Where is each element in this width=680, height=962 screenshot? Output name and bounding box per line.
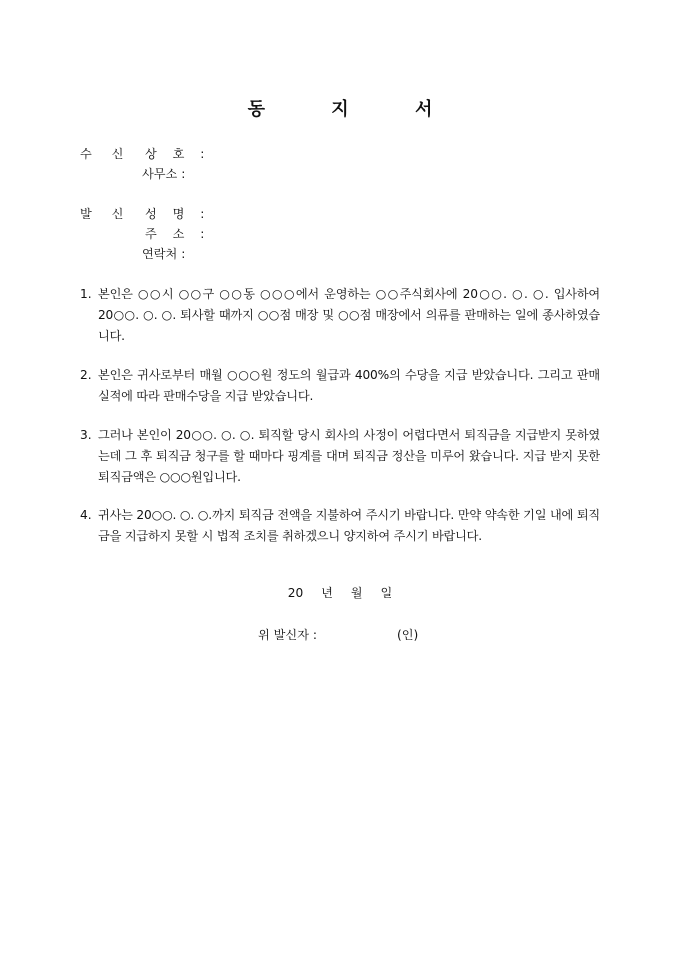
paragraph-number: 2.: [80, 368, 92, 382]
contact-label: 연락처 :: [142, 247, 186, 261]
paragraph-number: 3.: [80, 428, 92, 442]
paragraph-text: 본인은 귀사로부터 매월 ○○○원 정도의 월급과 400%의 수당을 지급 받았습니다. 그리고 판매실적에 따라 판매수당을 지급 받았습니다.: [98, 368, 600, 403]
paragraph-4: [80, 505, 600, 547]
recipient-label: 수 신: [80, 147, 132, 161]
paragraph-number: 4.: [80, 508, 92, 522]
paragraph-2: [80, 365, 600, 407]
paragraph-3: [80, 425, 600, 488]
sender-label: 발 신: [80, 207, 132, 221]
paragraph-text: 본인은 ○○시 ○○구 ○○동 ○○○에서 운영하는 ○○주식회사에 20○○. ○. ○. 입사하여 20○○. ○. ○. 퇴사할 때까지 ○○점 매장 및 ○○점 매장에서 의류를 판매하는 일에 종사하였습니다.: [98, 287, 600, 343]
paragraph-number: 1.: [80, 287, 92, 301]
name-label: 성 명 :: [145, 207, 211, 221]
paragraph-text: 귀사는 20○○. ○. ○.까지 퇴직금 전액을 지불하여 주시기 바랍니다. 만약 약속한 기일 내에 퇴직금을 지급하지 못할 시 법적 조치를 취하겠으니 양지하여 주시기 바랍니다.: [98, 508, 600, 543]
address-label: 주 소 :: [145, 227, 211, 241]
company-label: 상 호 :: [145, 147, 211, 161]
paragraph-1: [80, 284, 600, 347]
seal-label: (인): [397, 628, 419, 642]
document-title: 동 지 서: [247, 99, 463, 120]
signer-label: 위 발신자 :: [258, 628, 317, 642]
office-label: 사무소 :: [142, 167, 186, 181]
paragraph-text: 그러나 본인이 20○○. ○. ○. 퇴직할 당시 회사의 사정이 어렵다면서 퇴직금을 지급받지 못하였는데 그 후 퇴직금 청구를 할 때마다 핑계를 대며 퇴직금 정산을 미루어 왔습니다. 지급 받지 못한 퇴직금액은 ○○○원입니다.: [98, 428, 600, 484]
date-line: 20 년 월 일: [287, 586, 393, 600]
